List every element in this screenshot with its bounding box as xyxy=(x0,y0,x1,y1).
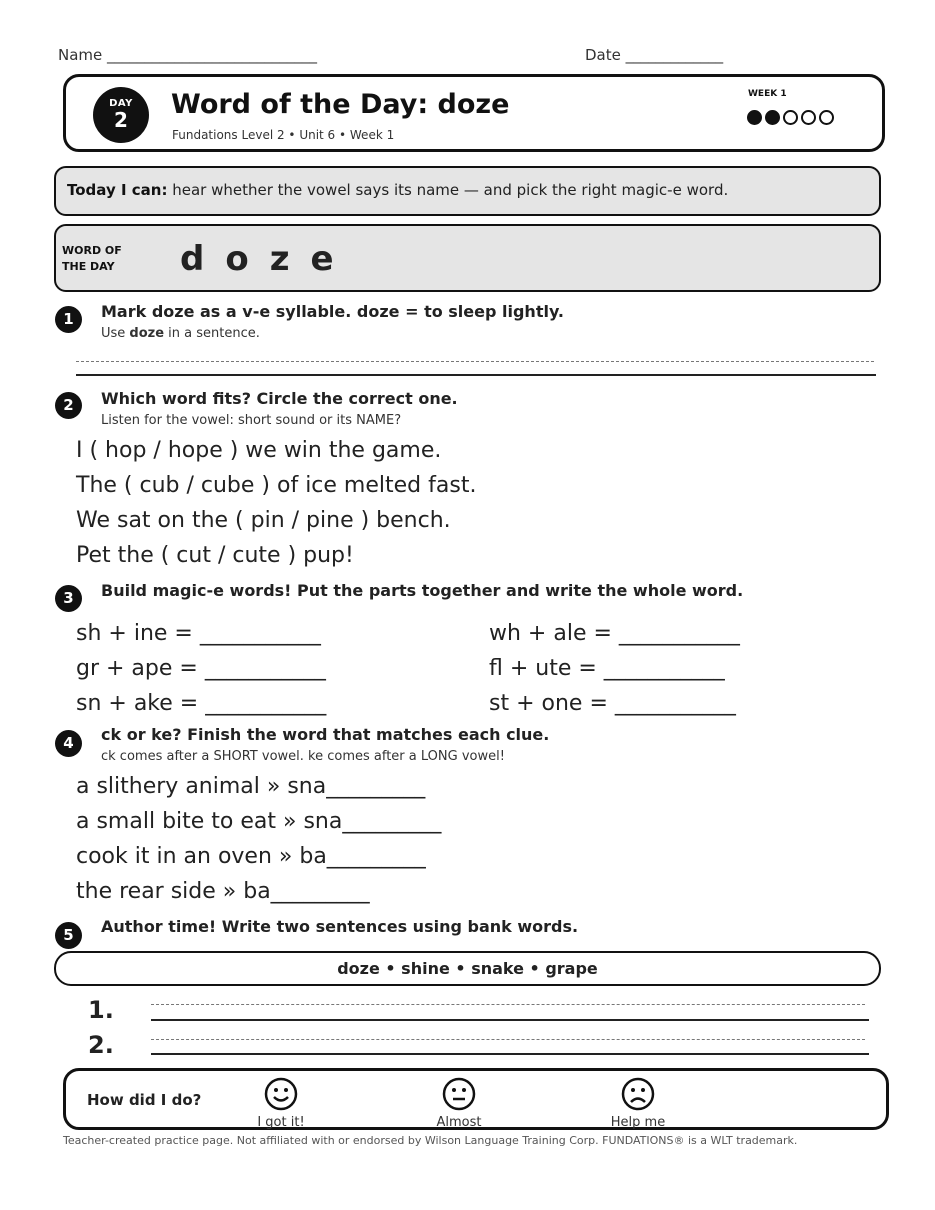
word-of-day-label-line1: WORD OF xyxy=(62,244,122,257)
week-progress-dots xyxy=(747,110,834,125)
sentence-2-guide-line xyxy=(151,1039,865,1040)
q3-item[interactable]: fl + ute = ___________ xyxy=(489,656,725,681)
q1-answer-line[interactable] xyxy=(76,374,876,376)
name-field-label[interactable]: Name ____________________________ xyxy=(58,46,318,64)
goal-text xyxy=(67,181,728,199)
rating-option-label: I got it! xyxy=(257,1115,305,1130)
question-1-instruction xyxy=(101,326,260,341)
q4-clue[interactable]: cook it in an oven » ba_________ xyxy=(76,844,426,869)
q4-clue[interactable]: a slithery animal » sna_________ xyxy=(76,774,426,799)
rating-option-label: Almost xyxy=(436,1115,482,1130)
progress-dot-empty xyxy=(819,110,834,125)
progress-dot-filled xyxy=(765,110,780,125)
header-box xyxy=(63,74,885,152)
rating-option-almost[interactable] xyxy=(434,1077,484,1130)
question-4-instruction: ck comes after a SHORT vowel. ke comes after a LONG vowel! xyxy=(101,749,505,764)
q2-sentence[interactable]: Pet the ( cut / cute ) pup! xyxy=(76,543,354,568)
question-2-title: Which word fits? Circle the correct one. xyxy=(101,389,458,408)
word-bank-words: doze • shine • snake • grape xyxy=(337,959,598,978)
question-5-number: 5 xyxy=(55,922,82,949)
q3-item[interactable]: wh + ale = ___________ xyxy=(489,621,740,646)
q1-sub-post: in a sentence. xyxy=(164,326,260,341)
page-subtitle: Fundations Level 2 • Unit 6 • Week 1 xyxy=(172,128,395,142)
word-of-day-label-line2: THE DAY xyxy=(62,260,115,273)
word-bank xyxy=(54,951,881,986)
word-of-day-label xyxy=(62,243,142,275)
question-4-number: 4 xyxy=(55,730,82,757)
sentence-2-answer-line[interactable] xyxy=(151,1053,869,1055)
progress-dot-empty xyxy=(783,110,798,125)
goal-prefix: Today I can: xyxy=(67,181,168,199)
date-field-label[interactable]: Date _____________ xyxy=(585,46,724,64)
q2-sentence[interactable]: We sat on the ( pin / pine ) bench. xyxy=(76,508,451,533)
q4-clue[interactable]: the rear side » ba_________ xyxy=(76,879,370,904)
question-1-number: 1 xyxy=(55,306,82,333)
word-of-day-box xyxy=(54,224,881,292)
q1-sub-bold: doze xyxy=(129,326,165,341)
progress-dot-filled xyxy=(747,110,762,125)
happy-face-icon xyxy=(264,1077,298,1115)
goal-box xyxy=(54,166,881,216)
week-label: WEEK 1 xyxy=(748,89,787,99)
question-5-title: Author time! Write two sentences using bank words. xyxy=(101,917,579,936)
question-4-title: ck or ke? Finish the word that matches each clue. xyxy=(101,725,550,744)
footer-disclaimer: Teacher-created practice page. Not affiliated with or endorsed by Wilson Language Training Corp. FUNDATIONS® is a WLT trademark. xyxy=(63,1134,798,1147)
sentence-1-answer-line[interactable] xyxy=(151,1019,869,1021)
question-1-title: Mark doze as a v-e syllable. doze = to sleep lightly. xyxy=(101,302,564,321)
goal-body: hear whether the vowel says its name — and pick the right magic-e word. xyxy=(167,181,729,199)
day-badge xyxy=(93,87,149,143)
rating-option-help-me[interactable] xyxy=(608,1077,668,1130)
q1-sub-pre: Use xyxy=(101,326,130,341)
question-3-title: Build magic-e words! Put the parts together and write the whole word. xyxy=(101,581,744,600)
neutral-face-icon xyxy=(442,1077,476,1115)
q2-sentence[interactable]: I ( hop / hope ) we win the game. xyxy=(76,438,442,463)
q1-guide-line xyxy=(76,361,874,362)
rating-option-label: Help me xyxy=(610,1115,666,1130)
q3-item[interactable]: gr + ape = ___________ xyxy=(76,656,326,681)
day-number: 2 xyxy=(114,108,128,132)
sentence-line-number: 1. xyxy=(88,996,114,1024)
question-2-instruction: Listen for the vowel: short sound or its NAME? xyxy=(101,413,402,428)
word-of-day-word: doze xyxy=(180,239,355,279)
question-3-number: 3 xyxy=(55,585,82,612)
day-label: DAY xyxy=(109,98,133,109)
sentence-line-number: 2. xyxy=(88,1031,114,1059)
self-rating-question: How did I do? xyxy=(87,1091,202,1109)
rating-option-got-it[interactable] xyxy=(256,1077,306,1130)
q4-clue[interactable]: a small bite to eat » sna_________ xyxy=(76,809,442,834)
q2-sentence[interactable]: The ( cub / cube ) of ice melted fast. xyxy=(76,473,477,498)
q3-item[interactable]: st + one = ___________ xyxy=(489,691,736,716)
q3-item[interactable]: sh + ine = ___________ xyxy=(76,621,321,646)
question-2-number: 2 xyxy=(55,392,82,419)
sad-face-icon xyxy=(621,1077,655,1115)
progress-dot-empty xyxy=(801,110,816,125)
page-title: Word of the Day: doze xyxy=(171,89,510,120)
sentence-1-guide-line xyxy=(151,1004,865,1005)
q3-item[interactable]: sn + ake = ___________ xyxy=(76,691,327,716)
self-rating-box xyxy=(63,1068,889,1130)
